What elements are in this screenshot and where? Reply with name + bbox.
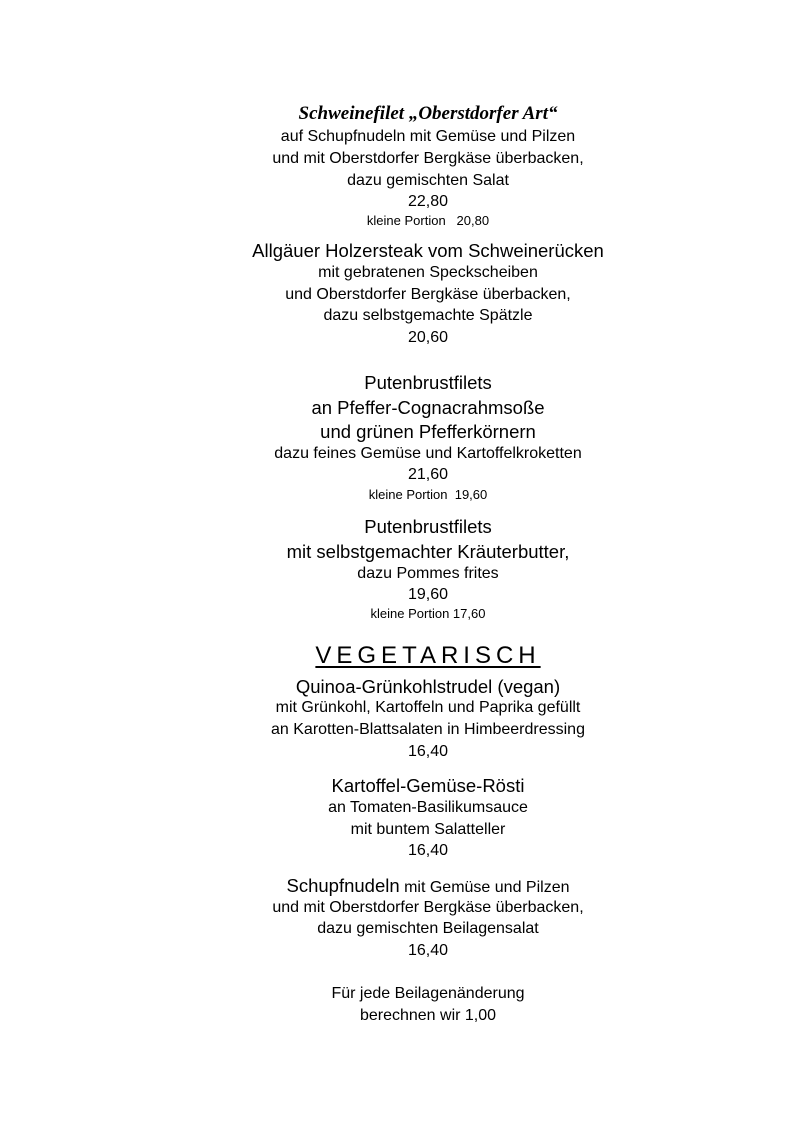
dish-title: Allgäuer Holzersteak vom Schweinerücken xyxy=(252,240,604,261)
dish-description: und Oberstdorfer Bergkäse überbacken, xyxy=(285,286,571,303)
dish-price: 22,80 xyxy=(407,193,449,210)
footer-note: berechnen wir 1,00 xyxy=(359,1007,497,1024)
dish-description: dazu gemischten Beilagensalat xyxy=(317,920,539,937)
dish-price: 16,40 xyxy=(407,842,449,859)
dish-description: an Karotten-Blattsalaten in Himbeerdressing xyxy=(271,721,585,738)
small-portion-price: kleine Portion 19,60 xyxy=(368,487,488,502)
dish-description: mit buntem Salatteller xyxy=(350,821,506,838)
dish-description: dazu gemischten Salat xyxy=(347,172,509,189)
dish-description: auf Schupfnudeln mit Gemüse und Pilzen xyxy=(280,128,576,145)
dish-price: 20,60 xyxy=(407,329,449,346)
dish-title: an Pfeffer-Cognacrahmsoße xyxy=(311,397,545,418)
dish-title-suffix: mit Gemüse und Pilzen xyxy=(399,879,570,896)
dish-price: 16,40 xyxy=(407,942,449,959)
dish-description: dazu feines Gemüse und Kartoffelkroketten xyxy=(274,445,582,462)
small-portion-price: kleine Portion 20,80 xyxy=(366,213,490,228)
small-portion-price: kleine Portion 17,60 xyxy=(370,606,486,621)
dish-description: mit gebratenen Speckscheiben xyxy=(318,264,538,281)
dish-title: Kartoffel-Gemüse-Rösti xyxy=(331,775,525,796)
dish-price: 19,60 xyxy=(407,586,449,603)
dish-description: dazu selbstgemachte Spätzle xyxy=(323,307,533,324)
dish-description: mit Grünkohl, Kartoffeln und Paprika gefüllt xyxy=(275,699,581,716)
dish-description: und mit Oberstdorfer Bergkäse überbacken, xyxy=(272,899,584,916)
dish-title-line xyxy=(0,875,793,897)
dish-title: Putenbrustfilets xyxy=(364,372,492,393)
dish-title: Schupfnudeln xyxy=(286,875,400,896)
dish-title: Putenbrustfilets xyxy=(364,516,492,537)
dish-title: Schweinefilet „Oberstdorfer Art“ xyxy=(298,103,558,124)
vegetarian-heading: VEGETARISCH xyxy=(315,642,541,669)
dish-description: dazu Pommes frites xyxy=(357,565,499,582)
dish-price: 16,40 xyxy=(407,743,449,760)
dish-title: und grünen Pfefferkörnern xyxy=(320,421,536,442)
dish-description: und mit Oberstdorfer Bergkäse überbacken, xyxy=(272,150,584,167)
dish-description: an Tomaten-Basilikumsauce xyxy=(328,799,528,816)
dish-title: mit selbstgemachter Kräuterbutter, xyxy=(286,541,570,562)
footer-note: Für jede Beilagenänderung xyxy=(331,985,525,1002)
dish-price: 21,60 xyxy=(407,466,449,483)
dish-title: Quinoa-Grünkohlstrudel (vegan) xyxy=(295,676,561,697)
